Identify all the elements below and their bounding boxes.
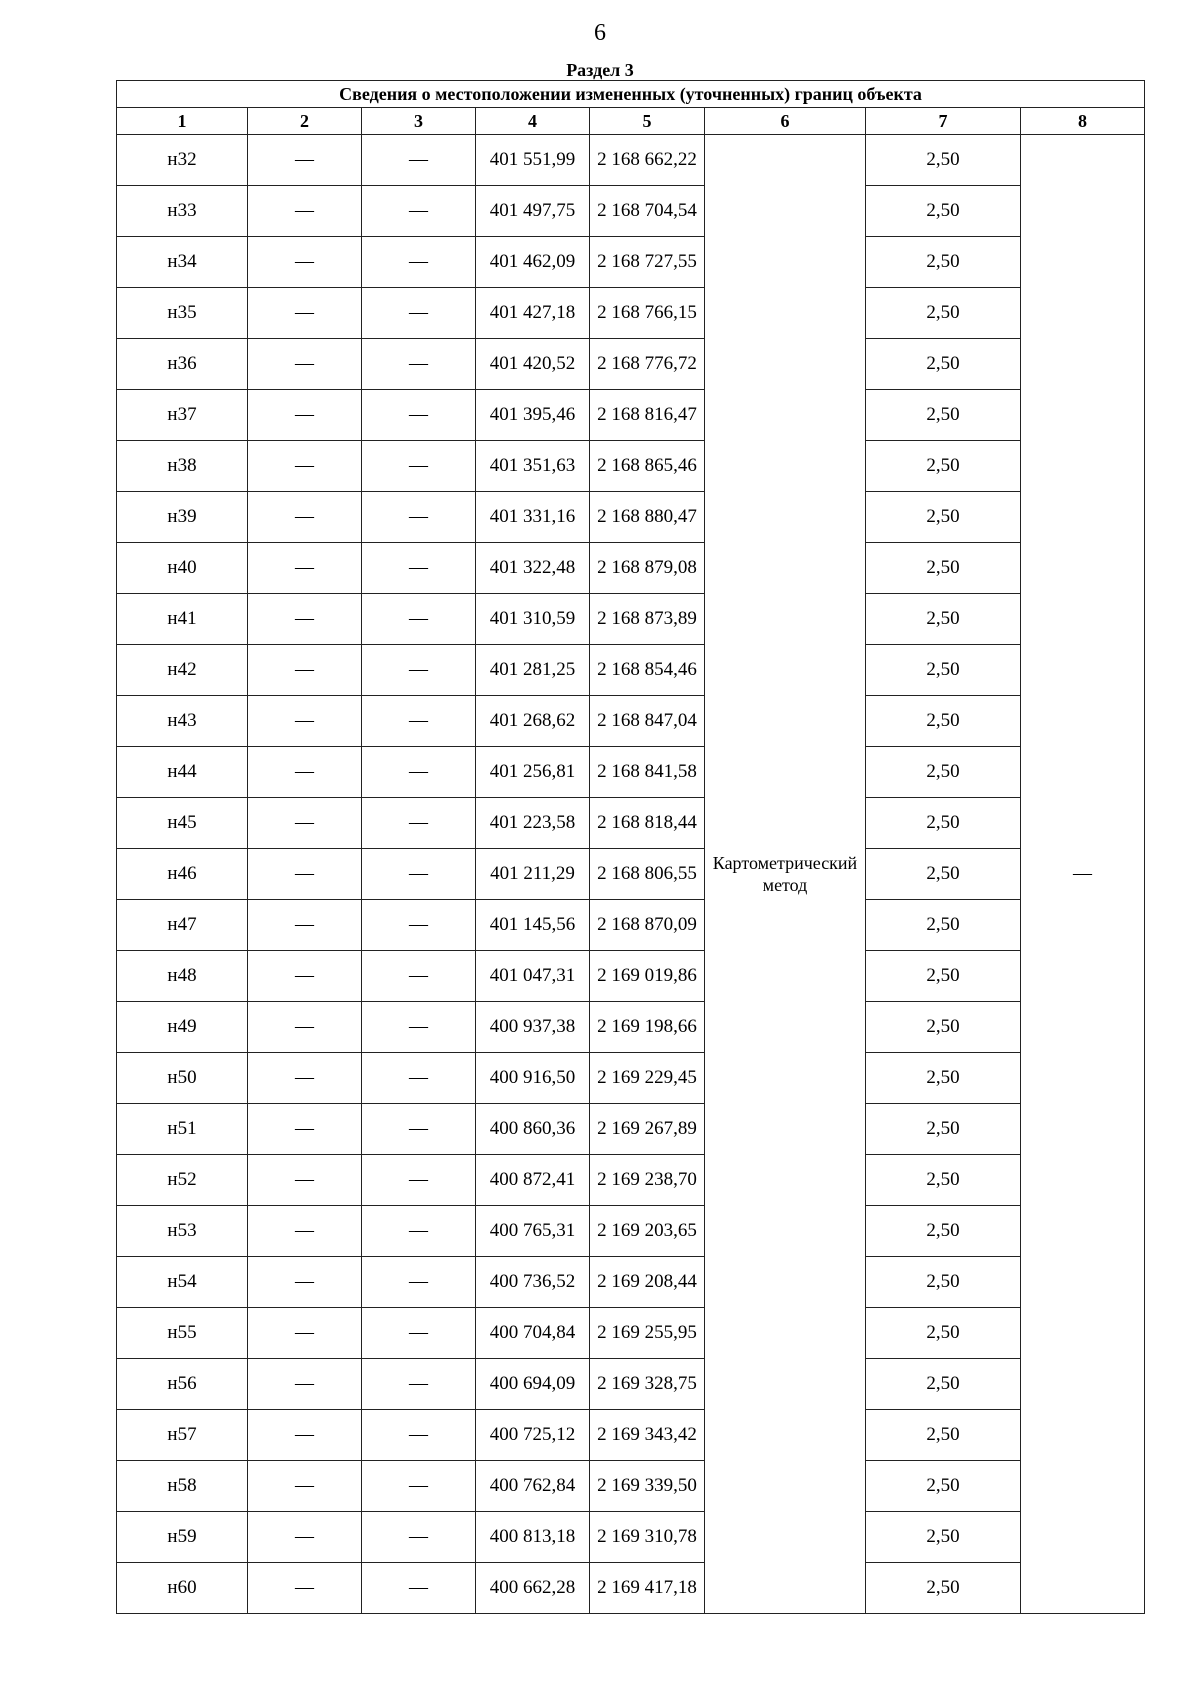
dash-cell-col3: — (362, 441, 476, 492)
y-coordinate-cell: 2 168 766,15 (590, 288, 705, 339)
accuracy-cell: 2,50 (866, 339, 1021, 390)
x-coordinate-cell: 401 395,46 (476, 390, 590, 441)
accuracy-cell: 2,50 (866, 1359, 1021, 1410)
accuracy-cell: 2,50 (866, 288, 1021, 339)
accuracy-cell: 2,50 (866, 1563, 1021, 1614)
point-number-cell: н44 (117, 747, 248, 798)
column-header-6: 6 (705, 108, 866, 135)
dash-cell-col2: — (248, 543, 362, 594)
dash-cell-col3: — (362, 492, 476, 543)
table-row (117, 645, 1145, 696)
point-number-cell: н38 (117, 441, 248, 492)
table-row (117, 339, 1145, 390)
accuracy-cell: 2,50 (866, 1002, 1021, 1053)
x-coordinate-cell: 400 662,28 (476, 1563, 590, 1614)
table-row (117, 1410, 1145, 1461)
coordinates-table (116, 80, 1145, 1614)
point-number-cell: н45 (117, 798, 248, 849)
dash-cell-col3: — (362, 288, 476, 339)
x-coordinate-cell: 400 694,09 (476, 1359, 590, 1410)
dash-cell-col3: — (362, 798, 476, 849)
dash-cell-col2: — (248, 288, 362, 339)
dash-cell-col3: — (362, 1002, 476, 1053)
accuracy-cell: 2,50 (866, 1410, 1021, 1461)
dash-cell-col3: — (362, 1461, 476, 1512)
y-coordinate-cell: 2 169 417,18 (590, 1563, 705, 1614)
accuracy-cell: 2,50 (866, 1206, 1021, 1257)
dash-cell-col3: — (362, 900, 476, 951)
point-number-cell: н54 (117, 1257, 248, 1308)
dash-cell-col2: — (248, 186, 362, 237)
accuracy-cell: 2,50 (866, 798, 1021, 849)
x-coordinate-cell: 400 872,41 (476, 1155, 590, 1206)
y-coordinate-cell: 2 168 854,46 (590, 645, 705, 696)
page-number: 6 (594, 20, 606, 46)
accuracy-cell: 2,50 (866, 747, 1021, 798)
dash-cell-col2: — (248, 1308, 362, 1359)
accuracy-cell: 2,50 (866, 492, 1021, 543)
dash-cell-col3: — (362, 645, 476, 696)
x-coordinate-cell: 401 256,81 (476, 747, 590, 798)
dash-cell-col2: — (248, 594, 362, 645)
dash-cell-col3: — (362, 1104, 476, 1155)
accuracy-cell: 2,50 (866, 1155, 1021, 1206)
dash-cell-col3: — (362, 747, 476, 798)
x-coordinate-cell: 400 725,12 (476, 1410, 590, 1461)
point-number-cell: н35 (117, 288, 248, 339)
accuracy-cell: 2,50 (866, 186, 1021, 237)
accuracy-cell: 2,50 (866, 1104, 1021, 1155)
dash-cell-col3: — (362, 1053, 476, 1104)
y-coordinate-cell: 2 168 727,55 (590, 237, 705, 288)
dash-cell-col3: — (362, 390, 476, 441)
table-row (117, 492, 1145, 543)
accuracy-cell: 2,50 (866, 1308, 1021, 1359)
x-coordinate-cell: 400 736,52 (476, 1257, 590, 1308)
point-number-cell: н48 (117, 951, 248, 1002)
dash-cell-col2: — (248, 1563, 362, 1614)
column-header-5: 5 (590, 108, 705, 135)
dash-cell-col2: — (248, 135, 362, 186)
dash-cell-col3: — (362, 1410, 476, 1461)
table-row (117, 1053, 1145, 1104)
dash-cell-col2: — (248, 900, 362, 951)
accuracy-cell: 2,50 (866, 696, 1021, 747)
y-coordinate-cell: 2 168 662,22 (590, 135, 705, 186)
x-coordinate-cell: 401 497,75 (476, 186, 590, 237)
table-body (117, 81, 1145, 1614)
accuracy-cell: 2,50 (866, 594, 1021, 645)
y-coordinate-cell: 2 169 339,50 (590, 1461, 705, 1512)
accuracy-cell: 2,50 (866, 441, 1021, 492)
dash-cell-col2: — (248, 645, 362, 696)
point-number-cell: н55 (117, 1308, 248, 1359)
x-coordinate-cell: 400 916,50 (476, 1053, 590, 1104)
x-coordinate-cell: 401 427,18 (476, 288, 590, 339)
table-row (117, 237, 1145, 288)
y-coordinate-cell: 2 168 818,44 (590, 798, 705, 849)
y-coordinate-cell: 2 168 776,72 (590, 339, 705, 390)
table-row (117, 1206, 1145, 1257)
x-coordinate-cell: 400 860,36 (476, 1104, 590, 1155)
x-coordinate-cell: 401 462,09 (476, 237, 590, 288)
table-row (117, 696, 1145, 747)
x-coordinate-cell: 401 211,29 (476, 849, 590, 900)
dash-cell-col2: — (248, 492, 362, 543)
method-cell: Картометрический метод (705, 135, 866, 1614)
x-coordinate-cell: 401 351,63 (476, 441, 590, 492)
accuracy-cell: 2,50 (866, 1461, 1021, 1512)
x-coordinate-cell: 401 047,31 (476, 951, 590, 1002)
y-coordinate-cell: 2 168 880,47 (590, 492, 705, 543)
table-row (117, 1512, 1145, 1563)
dash-cell-col3: — (362, 1563, 476, 1614)
y-coordinate-cell: 2 169 328,75 (590, 1359, 705, 1410)
table-row (117, 135, 1145, 186)
x-coordinate-cell: 400 762,84 (476, 1461, 590, 1512)
dash-cell-col2: — (248, 1359, 362, 1410)
accuracy-cell: 2,50 (866, 849, 1021, 900)
table-row (117, 543, 1145, 594)
table-row (117, 1359, 1145, 1410)
point-number-cell: н53 (117, 1206, 248, 1257)
y-coordinate-cell: 2 169 019,86 (590, 951, 705, 1002)
column-header-2: 2 (248, 108, 362, 135)
point-number-cell: н57 (117, 1410, 248, 1461)
table-row (117, 1461, 1145, 1512)
y-coordinate-cell: 2 168 847,04 (590, 696, 705, 747)
dash-cell-col3: — (362, 135, 476, 186)
dash-cell-col3: — (362, 1257, 476, 1308)
x-coordinate-cell: 401 551,99 (476, 135, 590, 186)
table-caption-row (117, 81, 1145, 108)
x-coordinate-cell: 401 310,59 (476, 594, 590, 645)
dash-cell-col2: — (248, 339, 362, 390)
column-header-8: 8 (1021, 108, 1145, 135)
y-coordinate-cell: 2 169 238,70 (590, 1155, 705, 1206)
point-number-cell: н50 (117, 1053, 248, 1104)
dash-cell-col3: — (362, 1359, 476, 1410)
y-coordinate-cell: 2 168 816,47 (590, 390, 705, 441)
x-coordinate-cell: 401 322,48 (476, 543, 590, 594)
y-coordinate-cell: 2 169 198,66 (590, 1002, 705, 1053)
point-number-cell: н39 (117, 492, 248, 543)
point-number-cell: н33 (117, 186, 248, 237)
y-coordinate-cell: 2 169 208,44 (590, 1257, 705, 1308)
column-header-1: 1 (117, 108, 248, 135)
dash-cell-col3: — (362, 543, 476, 594)
column-header-3: 3 (362, 108, 476, 135)
point-number-cell: н56 (117, 1359, 248, 1410)
point-number-cell: н41 (117, 594, 248, 645)
x-coordinate-cell: 400 704,84 (476, 1308, 590, 1359)
dash-cell-col2: — (248, 798, 362, 849)
point-number-cell: н58 (117, 1461, 248, 1512)
accuracy-cell: 2,50 (866, 1053, 1021, 1104)
dash-cell-col3: — (362, 1512, 476, 1563)
table-row (117, 1257, 1145, 1308)
point-number-cell: н34 (117, 237, 248, 288)
table-row (117, 1155, 1145, 1206)
accuracy-cell: 2,50 (866, 900, 1021, 951)
y-coordinate-cell: 2 168 704,54 (590, 186, 705, 237)
y-coordinate-cell: 2 169 203,65 (590, 1206, 705, 1257)
y-coordinate-cell: 2 168 873,89 (590, 594, 705, 645)
table-row (117, 594, 1145, 645)
dash-cell-col3: — (362, 594, 476, 645)
x-coordinate-cell: 401 281,25 (476, 645, 590, 696)
dash-cell-col2: — (248, 747, 362, 798)
x-coordinate-cell: 401 268,62 (476, 696, 590, 747)
dash-cell-col2: — (248, 441, 362, 492)
y-coordinate-cell: 2 168 870,09 (590, 900, 705, 951)
point-number-cell: н51 (117, 1104, 248, 1155)
x-coordinate-cell: 401 420,52 (476, 339, 590, 390)
table-row (117, 951, 1145, 1002)
dash-cell-col3: — (362, 1308, 476, 1359)
section-title: Раздел 3 (566, 60, 634, 80)
point-number-cell: н47 (117, 900, 248, 951)
point-number-cell: н52 (117, 1155, 248, 1206)
dash-cell-col3: — (362, 1206, 476, 1257)
y-coordinate-cell: 2 169 343,42 (590, 1410, 705, 1461)
x-coordinate-cell: 401 145,56 (476, 900, 590, 951)
dash-cell-col2: — (248, 1410, 362, 1461)
point-number-cell: н43 (117, 696, 248, 747)
point-number-cell: н40 (117, 543, 248, 594)
dash-cell-col3: — (362, 1155, 476, 1206)
column-header-7: 7 (866, 108, 1021, 135)
table-row (117, 747, 1145, 798)
y-coordinate-cell: 2 169 255,95 (590, 1308, 705, 1359)
point-number-cell: н49 (117, 1002, 248, 1053)
dash-cell-col3: — (362, 186, 476, 237)
y-coordinate-cell: 2 169 310,78 (590, 1512, 705, 1563)
accuracy-cell: 2,50 (866, 543, 1021, 594)
table-caption: Сведения о местоположении измененных (уточненных) границ объекта (117, 81, 1145, 108)
x-coordinate-cell: 400 937,38 (476, 1002, 590, 1053)
table-row (117, 798, 1145, 849)
accuracy-cell: 2,50 (866, 1257, 1021, 1308)
dash-cell-col2: — (248, 237, 362, 288)
x-coordinate-cell: 401 331,16 (476, 492, 590, 543)
accuracy-cell: 2,50 (866, 951, 1021, 1002)
table-row (117, 441, 1145, 492)
point-number-cell: н37 (117, 390, 248, 441)
table-header-row (117, 108, 1145, 135)
dash-cell-col2: — (248, 1257, 362, 1308)
dash-cell-col2: — (248, 1104, 362, 1155)
x-coordinate-cell: 400 765,31 (476, 1206, 590, 1257)
dash-cell-col3: — (362, 951, 476, 1002)
x-coordinate-cell: 401 223,58 (476, 798, 590, 849)
x-coordinate-cell: 400 813,18 (476, 1512, 590, 1563)
accuracy-cell: 2,50 (866, 390, 1021, 441)
table-row (117, 1308, 1145, 1359)
point-number-cell: н32 (117, 135, 248, 186)
y-coordinate-cell: 2 168 865,46 (590, 441, 705, 492)
y-coordinate-cell: 2 169 267,89 (590, 1104, 705, 1155)
dash-cell-col2: — (248, 1053, 362, 1104)
dash-cell-col2: — (248, 849, 362, 900)
table-row (117, 390, 1145, 441)
dash-cell-col2: — (248, 390, 362, 441)
accuracy-cell: 2,50 (866, 135, 1021, 186)
dash-cell-col2: — (248, 1461, 362, 1512)
dash-cell-col3: — (362, 696, 476, 747)
point-number-cell: н60 (117, 1563, 248, 1614)
dash-cell-col2: — (248, 1512, 362, 1563)
dash-cell-col2: — (248, 1002, 362, 1053)
table-row (117, 1002, 1145, 1053)
y-coordinate-cell: 2 168 879,08 (590, 543, 705, 594)
accuracy-cell: 2,50 (866, 1512, 1021, 1563)
dash-cell-col2: — (248, 1155, 362, 1206)
dash-cell-col3: — (362, 339, 476, 390)
dash-cell-col3: — (362, 237, 476, 288)
point-number-cell: н59 (117, 1512, 248, 1563)
table-row (117, 186, 1145, 237)
accuracy-cell: 2,50 (866, 645, 1021, 696)
y-coordinate-cell: 2 168 841,58 (590, 747, 705, 798)
dash-cell-col2: — (248, 1206, 362, 1257)
y-coordinate-cell: 2 168 806,55 (590, 849, 705, 900)
point-number-cell: н36 (117, 339, 248, 390)
column-header-4: 4 (476, 108, 590, 135)
table-row (117, 900, 1145, 951)
accuracy-cell: 2,50 (866, 237, 1021, 288)
point-number-cell: н46 (117, 849, 248, 900)
table-row (117, 1563, 1145, 1614)
table-row (117, 849, 1145, 900)
point-number-cell: н42 (117, 645, 248, 696)
table-row (117, 1104, 1145, 1155)
dash-cell-col3: — (362, 849, 476, 900)
dash-cell-col8: — (1021, 135, 1145, 1614)
dash-cell-col2: — (248, 696, 362, 747)
y-coordinate-cell: 2 169 229,45 (590, 1053, 705, 1104)
dash-cell-col2: — (248, 951, 362, 1002)
table-row (117, 288, 1145, 339)
